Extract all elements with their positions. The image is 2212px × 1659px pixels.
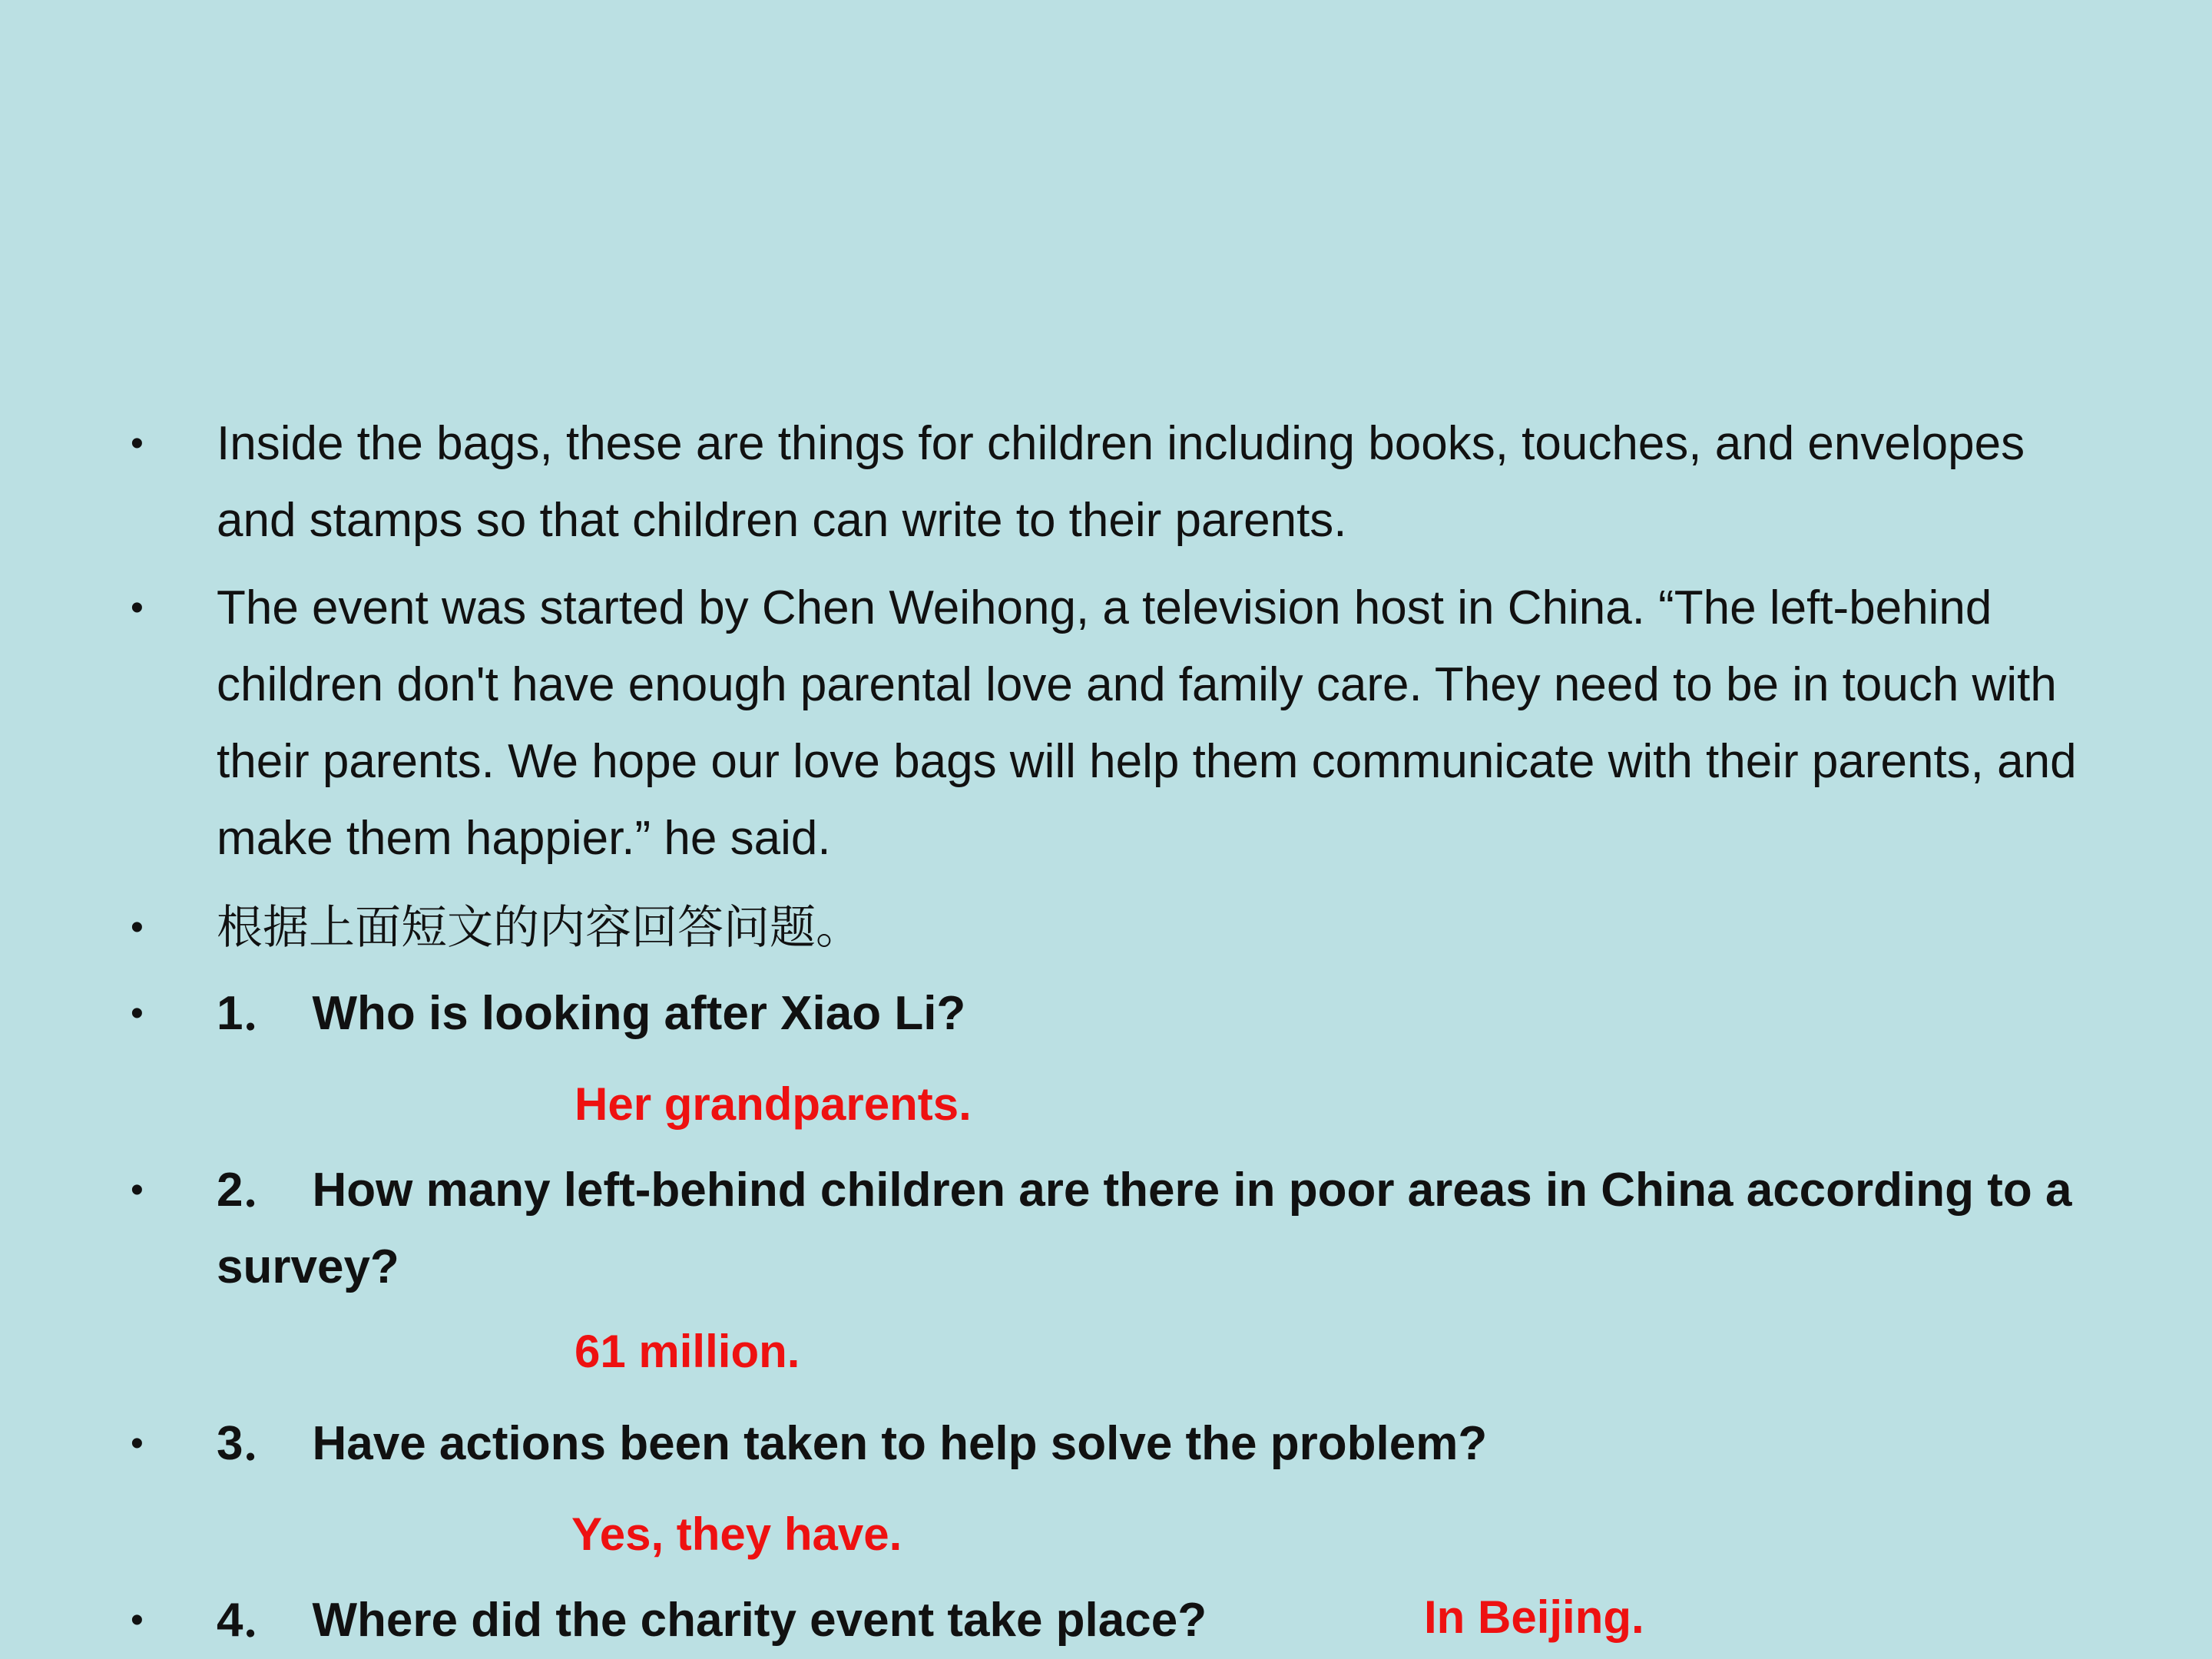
question-2 [217, 1152, 2106, 1306]
question-3 [217, 1406, 1487, 1482]
bullet: • [131, 423, 144, 464]
question-number: 4． [217, 1594, 291, 1647]
question-text: Have actions been taken to help solve the problem? [312, 1417, 1488, 1470]
bullet: • [131, 1423, 144, 1464]
bullet: • [131, 588, 144, 628]
question-number: 1． [217, 987, 291, 1040]
question-4 [217, 1582, 1207, 1659]
question-text: Where did the charity event take place? [312, 1594, 1207, 1647]
paragraph-1: Inside the bags, these are things for children including books, touches, and envelopes and stamps so that children can write to their parents. [217, 417, 2025, 547]
bullet: • [131, 1170, 144, 1210]
answer-4: In Beijing. [1424, 1591, 1644, 1643]
answer-1: Her grandparents. [575, 1078, 972, 1130]
paragraph-2: The event was started by Chen Weihong, a television host in China. “The left-behind children don't have enough parental love and family care. They need to be in touch with their parents. We hope our love bags will help them communicate with their parents, and make them happier.” he said. [217, 581, 2077, 865]
question-number: 2． [217, 1164, 291, 1217]
question-1 [217, 975, 965, 1052]
bullet: • [131, 907, 144, 948]
question-text: How many left-behind children are there in poor areas in China according to a survey? [217, 1164, 2072, 1293]
bullet: • [131, 993, 144, 1034]
question-number: 3． [217, 1417, 291, 1470]
question-text: Who is looking after Xiao Li? [312, 987, 966, 1040]
instruction-text: 根据上面短文的内容回答问题。 [217, 901, 862, 955]
answer-3: Yes, they have. [571, 1508, 902, 1560]
answer-2: 61 million. [575, 1326, 800, 1377]
bullet: • [131, 1600, 144, 1641]
